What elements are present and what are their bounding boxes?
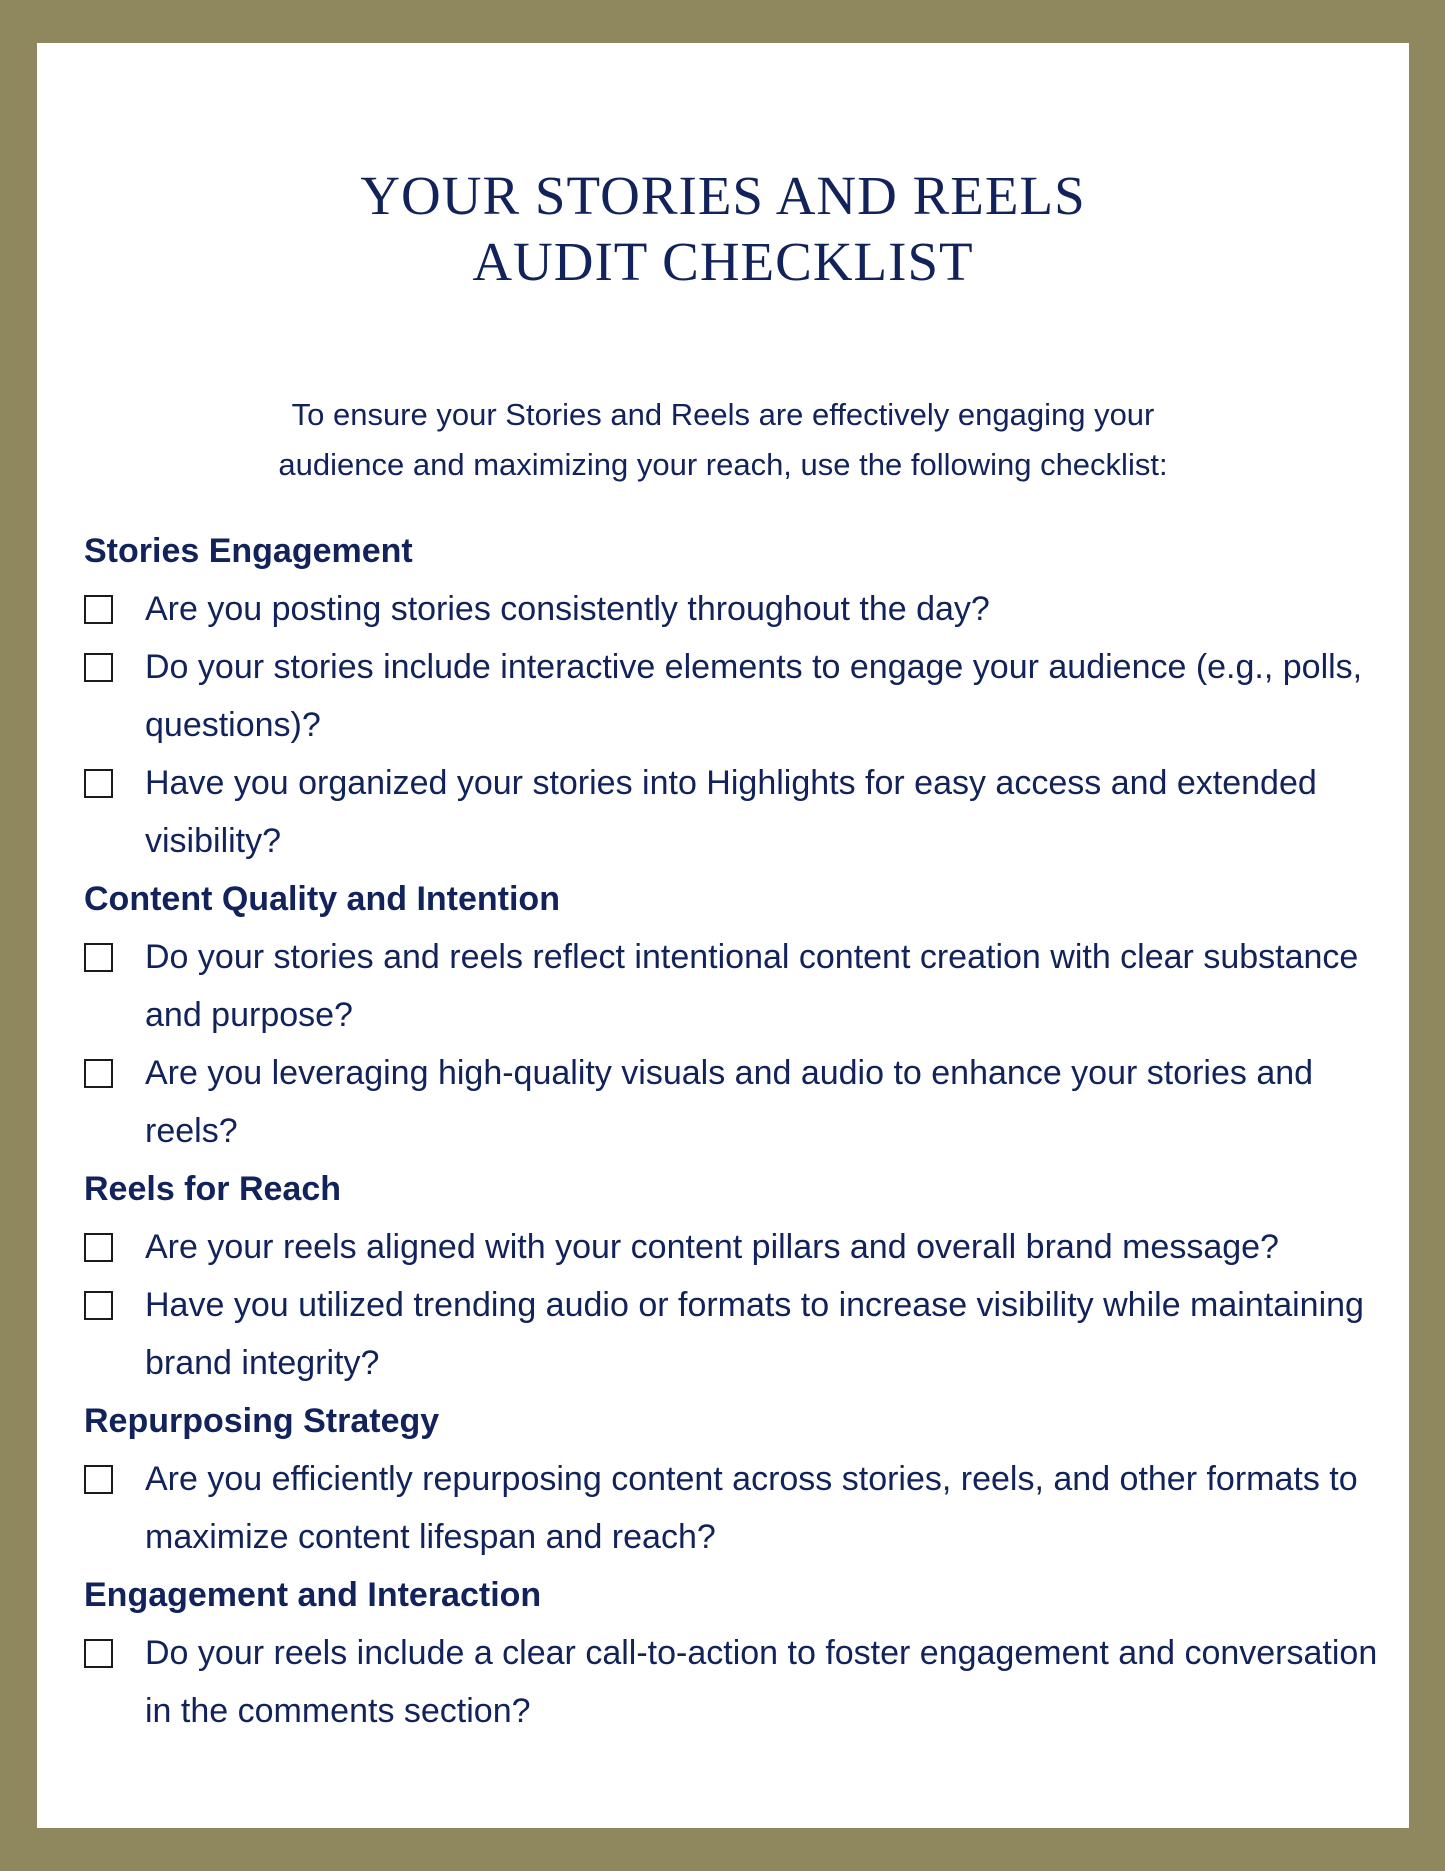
checklist-item <box>84 928 1384 1044</box>
checklist-item <box>84 638 1384 754</box>
checklist-item-text: Are you posting stories consistently throughout the day? <box>145 590 990 628</box>
section-heading-reels-for-reach: Reels for Reach <box>84 1170 341 1208</box>
checkbox[interactable] <box>84 595 113 624</box>
checklist-item <box>84 1450 1384 1566</box>
checklist-item <box>84 754 1384 870</box>
checklist-item-text: Are your reels aligned with your content pillars and overall brand message? <box>145 1228 1279 1266</box>
checklist-item-text: Are you efficiently repurposing content across stories, reels, and other formats to maximize content lifespan and reach? <box>145 1460 1358 1556</box>
checkbox[interactable] <box>84 1233 113 1262</box>
title-line-1: YOUR STORIES AND REELS <box>360 165 1086 226</box>
title-line-2: AUDIT CHECKLIST <box>472 231 974 292</box>
checklist-item <box>84 1624 1384 1740</box>
section-heading-engagement-interaction: Engagement and Interaction <box>84 1576 542 1614</box>
checklist-item-text: Do your stories include interactive elements to engage your audience (e.g., polls, questions)? <box>145 648 1363 744</box>
checkbox[interactable] <box>84 1291 113 1320</box>
intro-line-2: audience and maximizing your reach, use the following checklist: <box>278 447 1168 482</box>
checklist-page <box>37 43 1409 1828</box>
section-heading-stories-engagement: Stories Engagement <box>84 532 413 570</box>
section-heading-repurposing-strategy: Repurposing Strategy <box>84 1402 440 1440</box>
checklist <box>84 522 1384 1740</box>
checklist-item-text: Do your stories and reels reflect intentional content creation with clear substance and purpose? <box>145 938 1359 1034</box>
checkbox[interactable] <box>84 1059 113 1088</box>
checkbox[interactable] <box>84 653 113 682</box>
checklist-item-text: Have you organized your stories into Highlights for easy access and extended visibility? <box>145 764 1317 860</box>
checkbox[interactable] <box>84 1639 113 1668</box>
checklist-item <box>84 1044 1384 1160</box>
intro-line-1: To ensure your Stories and Reels are effectively engaging your <box>291 397 1155 432</box>
checklist-item <box>84 1276 1384 1392</box>
intro-text <box>37 390 1409 490</box>
checklist-item-text: Do your reels include a clear call-to-action to foster engagement and conversation in the comments section? <box>145 1634 1378 1730</box>
section-heading-content-quality: Content Quality and Intention <box>84 880 560 918</box>
checklist-item <box>84 580 1384 638</box>
checkbox[interactable] <box>84 943 113 972</box>
page-title <box>37 163 1409 295</box>
checklist-item-text: Are you leveraging high-quality visuals and audio to enhance your stories and reels? <box>145 1054 1314 1150</box>
checklist-item-text: Have you utilized trending audio or formats to increase visibility while maintaining brand integrity? <box>145 1286 1364 1382</box>
checklist-item <box>84 1218 1384 1276</box>
checkbox[interactable] <box>84 1465 113 1494</box>
checkbox[interactable] <box>84 769 113 798</box>
